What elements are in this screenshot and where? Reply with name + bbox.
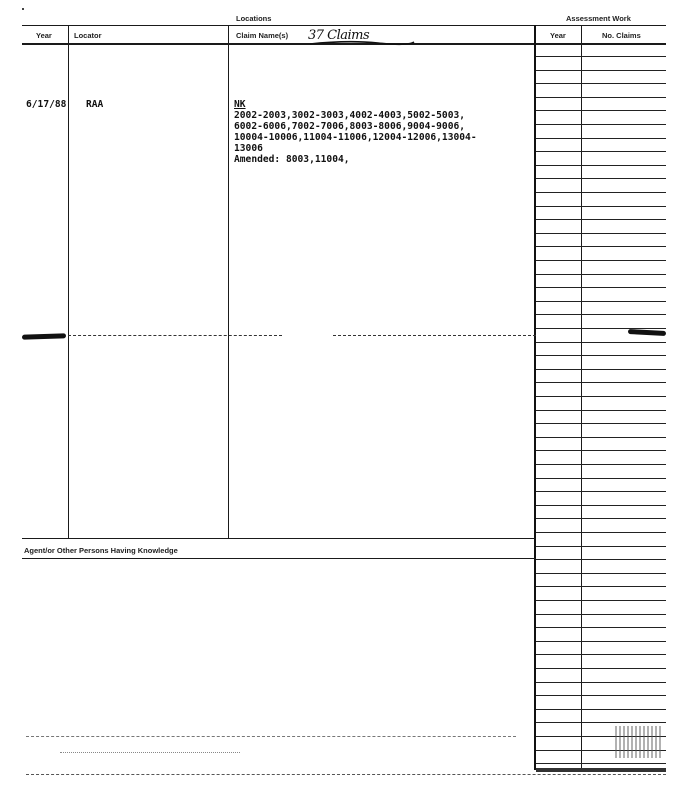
assessment-work-title: Assessment Work — [566, 14, 631, 23]
assessment-work-row-rule — [536, 301, 666, 302]
scan-artifact-bottom — [26, 736, 516, 737]
divider-claims-aw — [534, 25, 536, 770]
claim-line: 10004-10006,11004-11006,12004-12006,13004- — [234, 132, 477, 143]
claim-line: 13006 — [234, 143, 263, 154]
assessment-work-row-rule — [536, 124, 666, 125]
assessment-work-row-rule — [536, 138, 666, 139]
assessment-work-row-rule — [536, 682, 666, 683]
assessment-work-row-rule — [536, 369, 666, 370]
assessment-work-row-rule — [536, 219, 666, 220]
assessment-work-row-rule — [536, 151, 666, 152]
assessment-work-row-rule — [536, 165, 666, 166]
mid-separator-b — [333, 335, 536, 336]
assessment-work-row-rule — [536, 450, 666, 451]
assessment-work-row-rule — [536, 246, 666, 247]
col-aw-year-header: Year — [550, 31, 566, 40]
col-aw-no-claims-header: No. Claims — [602, 31, 641, 40]
assessment-work-row-rule — [536, 763, 666, 764]
assessment-work-row-rule — [536, 97, 666, 98]
assessment-work-row-rule — [536, 573, 666, 574]
assessment-work-row-rule — [536, 627, 666, 628]
assessment-work-row-rule — [536, 505, 666, 506]
assessment-work-row-rule — [536, 600, 666, 601]
claim-names-block — [234, 99, 477, 165]
assessment-work-row-rule — [536, 287, 666, 288]
assessment-work-row-rule — [536, 342, 666, 343]
assessment-work-row-rule — [536, 178, 666, 179]
assessment-work-row-rule — [536, 206, 666, 207]
assessment-work-row-rule — [536, 654, 666, 655]
assessment-work-row-rule — [536, 559, 666, 560]
assessment-work-row-rule — [536, 274, 666, 275]
scan-artifact-bottom-3 — [26, 774, 666, 775]
assessment-work-row-rule — [536, 56, 666, 57]
assessment-work-row-rule — [536, 260, 666, 261]
mid-separator-left-mark — [22, 333, 66, 340]
mid-separator-right-mark — [628, 329, 666, 336]
assessment-work-row-rule — [536, 614, 666, 615]
assessment-work-row-rule — [536, 668, 666, 669]
divider-locator-claims — [228, 25, 229, 538]
scan-artifact-noise — [615, 726, 663, 758]
assessment-work-row-rule — [536, 396, 666, 397]
assessment-work-row-rule — [536, 437, 666, 438]
assessment-work-row-rule — [536, 382, 666, 383]
assessment-work-row-rule — [536, 410, 666, 411]
divider-aw-year-claims — [581, 25, 582, 770]
assessment-work-row-rule — [536, 641, 666, 642]
col-locator-header: Locator — [74, 31, 102, 40]
assessment-work-row-rule — [536, 355, 666, 356]
assessment-work-row-rule — [536, 314, 666, 315]
assessment-work-row-rule — [536, 83, 666, 84]
handwriting-stroke — [308, 38, 418, 50]
claim-title: NK — [234, 99, 246, 110]
assessment-work-row-rule — [536, 423, 666, 424]
assessment-work-row-rule — [536, 586, 666, 587]
locations-bottom-rule — [22, 538, 536, 539]
scan-artifact-bottom-2 — [60, 752, 240, 753]
assessment-work-row-rule — [536, 70, 666, 71]
agent-section-rule — [22, 558, 536, 559]
col-claim-names-header: Claim Name(s) — [236, 31, 289, 40]
assessment-work-row-rule — [536, 532, 666, 533]
assessment-work-row-rule — [536, 110, 666, 111]
claim-line: Amended: 8003,11004, — [234, 154, 350, 165]
assessment-work-row-rule — [536, 709, 666, 710]
assessment-work-row-rule — [536, 518, 666, 519]
assessment-work-row-rule — [536, 722, 666, 723]
handwritten-claim-count: 37 Claims — [308, 26, 369, 44]
assessment-work-row-rule — [536, 478, 666, 479]
col-year-header: Year — [36, 31, 52, 40]
divider-year-locator — [68, 25, 69, 538]
agent-section-title: Agent/or Other Persons Having Knowledge — [24, 546, 178, 555]
scan-speck — [22, 8, 24, 10]
entry-locator: RAA — [86, 99, 104, 110]
assessment-work-row-rule — [536, 233, 666, 234]
assessment-work-row-rule — [536, 695, 666, 696]
scan-artifact-bottom-4 — [536, 768, 666, 772]
assessment-work-row-rule — [536, 192, 666, 193]
mid-separator — [68, 335, 282, 336]
assessment-work-row-rule — [536, 491, 666, 492]
assessment-work-row-rule — [536, 328, 666, 329]
claim-line: 6002-6006,7002-7006,8003-8006,9004-9006, — [234, 121, 466, 132]
claim-line: 2002-2003,3002-3003,4002-4003,5002-5003, — [234, 110, 466, 121]
locations-title: Locations — [236, 14, 272, 23]
assessment-work-row-rule — [536, 464, 666, 465]
assessment-work-row-rule — [536, 546, 666, 547]
entry-year: 6/17/88 — [26, 99, 67, 110]
